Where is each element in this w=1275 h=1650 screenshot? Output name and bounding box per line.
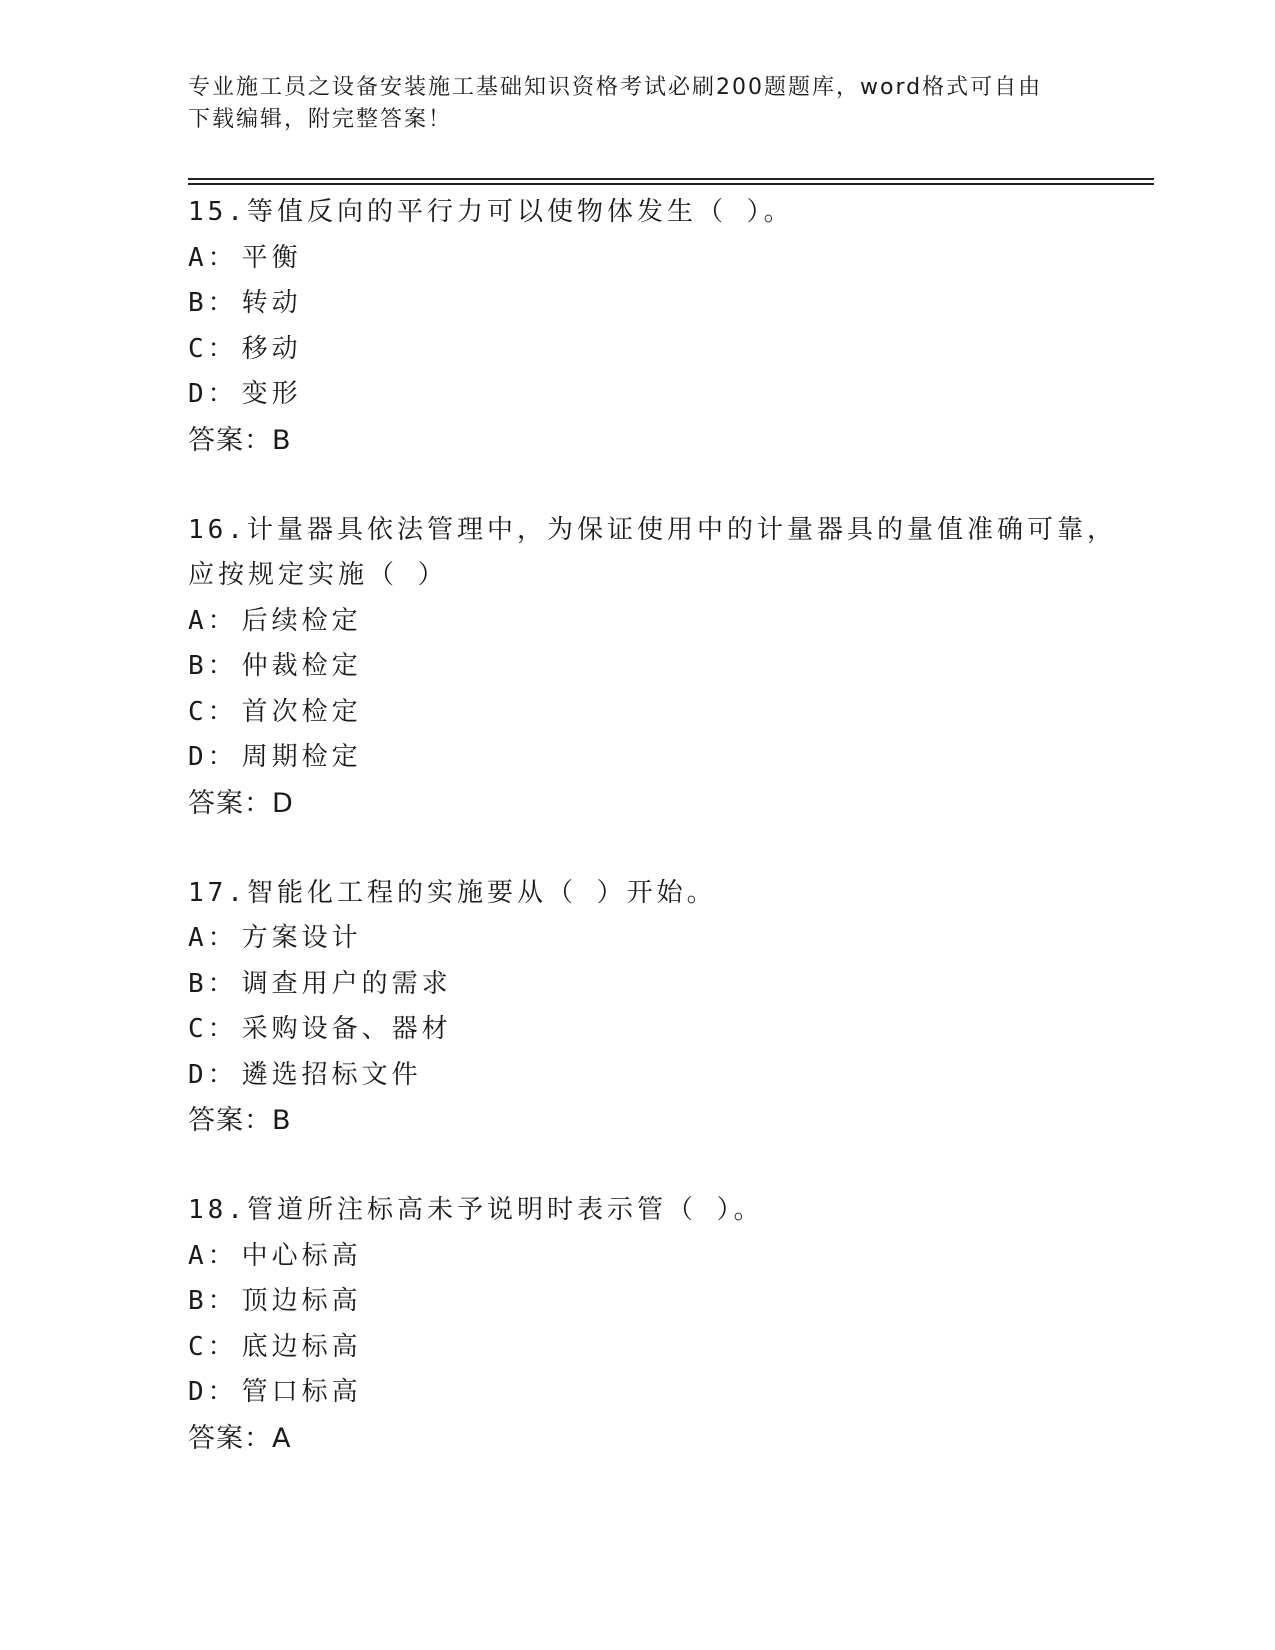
option-letter: B： xyxy=(188,651,238,681)
question-stem-continued: 应按规定实施（ ） xyxy=(188,560,448,590)
option-letter: D： xyxy=(188,379,238,409)
option-letter: A： xyxy=(188,923,238,953)
option-d xyxy=(188,735,1128,781)
answer-line xyxy=(188,1416,1128,1462)
option-a xyxy=(188,236,1128,282)
option-a xyxy=(188,599,1128,645)
header-line-1: 专业施工员之设备安装施工基础知识资格考试必刷200题题库，word格式可自由 xyxy=(188,75,1043,100)
answer-line xyxy=(188,781,1128,827)
option-text: 后续检定 xyxy=(241,605,362,636)
option-letter: D： xyxy=(188,1059,238,1090)
option-letter: B： xyxy=(188,288,238,318)
option-letter: A： xyxy=(188,605,238,636)
option-b xyxy=(188,644,1128,690)
option-text: 周期检定 xyxy=(241,742,362,772)
document-header xyxy=(188,72,1088,136)
option-letter: D： xyxy=(188,1377,238,1407)
option-a xyxy=(188,1234,1128,1280)
option-text: 采购设备、器材 xyxy=(241,1014,452,1044)
question-15 xyxy=(188,190,1128,464)
option-c xyxy=(188,1007,1128,1053)
option-letter: C： xyxy=(188,1331,238,1362)
option-text: 管口标高 xyxy=(241,1377,362,1407)
option-c xyxy=(188,690,1128,736)
answer-value: B xyxy=(272,424,292,456)
option-b xyxy=(188,281,1128,327)
answer-line xyxy=(188,1098,1128,1144)
option-letter: C： xyxy=(188,333,238,364)
question-stem: 18.管道所注标高未予说明时表示管（ ）。 xyxy=(188,1195,764,1225)
answer-value: D xyxy=(272,787,294,819)
option-letter: C： xyxy=(188,1014,238,1044)
option-letter: B： xyxy=(188,968,238,999)
question-16 xyxy=(188,508,1128,827)
option-c xyxy=(188,1325,1128,1371)
option-text: 平衡 xyxy=(241,242,302,273)
option-text: 变形 xyxy=(241,379,302,409)
header-divider-top xyxy=(188,178,1154,180)
question-stem: 15.等值反向的平行力可以使物体发生（ ）。 xyxy=(188,197,794,227)
option-b xyxy=(188,1279,1128,1325)
option-text: 仲裁检定 xyxy=(241,651,362,681)
option-c xyxy=(188,327,1128,373)
answer-label: 答案： xyxy=(188,424,272,456)
option-text: 移动 xyxy=(241,333,302,364)
question-stem: 17.智能化工程的实施要从（ ）开始。 xyxy=(188,877,717,908)
option-a xyxy=(188,916,1128,962)
option-text: 调查用户的需求 xyxy=(241,968,452,999)
answer-label: 答案： xyxy=(188,1105,272,1136)
question-list xyxy=(188,190,1128,1506)
answer-label: 答案： xyxy=(188,787,272,819)
option-d xyxy=(188,1053,1128,1099)
option-text: 中心标高 xyxy=(241,1240,362,1271)
option-letter: B： xyxy=(188,1286,238,1316)
option-letter: C： xyxy=(188,696,238,727)
option-text: 底边标高 xyxy=(241,1331,362,1362)
option-text: 方案设计 xyxy=(241,923,362,953)
option-b xyxy=(188,962,1128,1008)
option-letter: A： xyxy=(188,1240,238,1271)
answer-value: A xyxy=(272,1422,292,1454)
option-d xyxy=(188,372,1128,418)
option-text: 转动 xyxy=(241,288,302,318)
option-letter: A： xyxy=(188,242,238,273)
answer-value: B xyxy=(272,1105,292,1136)
answer-label: 答案： xyxy=(188,1422,272,1454)
question-stem: 16.计量器具依法管理中，为保证使用中的计量器具的量值准确可靠， xyxy=(188,514,1117,545)
option-letter: D： xyxy=(188,742,238,772)
question-18 xyxy=(188,1188,1128,1462)
option-text: 首次检定 xyxy=(241,696,362,727)
question-17 xyxy=(188,871,1128,1145)
answer-line xyxy=(188,418,1128,464)
option-text: 遴选招标文件 xyxy=(241,1059,422,1090)
option-text: 顶边标高 xyxy=(241,1286,362,1316)
header-divider-bottom xyxy=(188,183,1154,185)
header-line-2: 下载编辑，附完整答案！ xyxy=(188,107,453,132)
option-d xyxy=(188,1370,1128,1416)
